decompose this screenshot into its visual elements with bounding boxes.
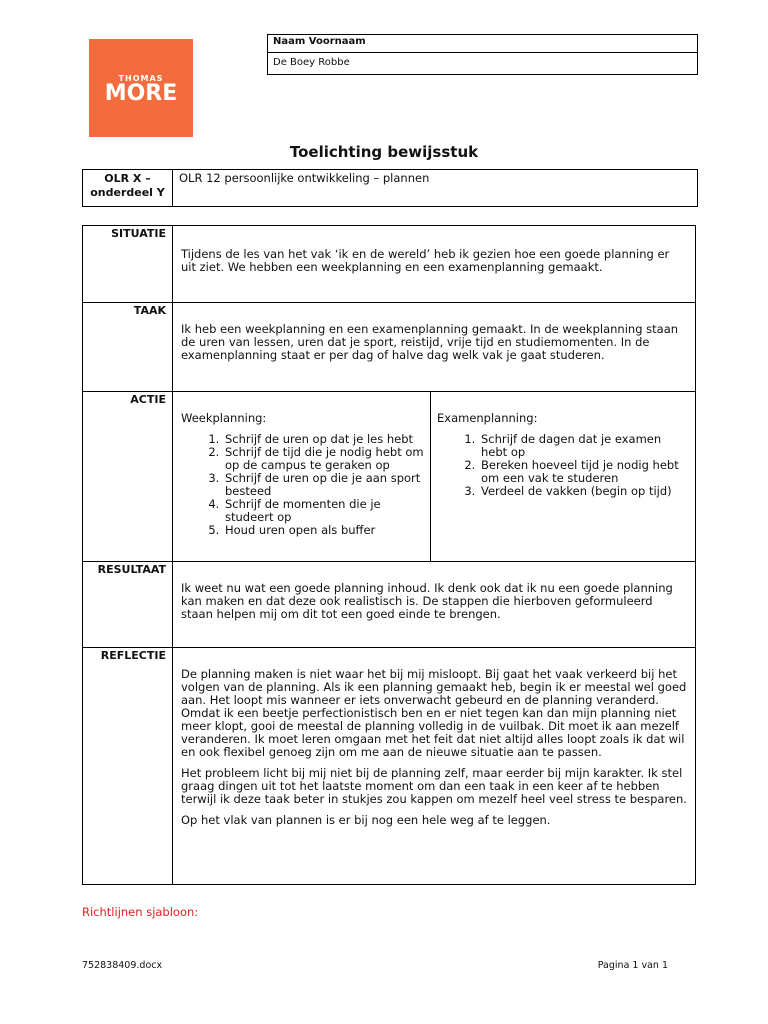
name-box xyxy=(267,34,698,75)
reflectie-paragraph-1: De planning maken is niet waar het bij mij misloopt. Bij gaat het vaak verkeerd bij het volgen van de planning. Als ik een planning gemaakt heb, begin ik er meestal wel goed aan. Het loopt mis wanneer er iets onverwacht gebeurd en de planning veranderd. Omdat ik een beetje perfectionistisch ben en er niet tegen kan dan mijn planning niet meer klopt, gooi de meestal de planning volledig in de vuilbak. Dit moet ik aan mezelf veranderen. Ik moet leren omgaan met het feit dat niet altijd alles loopt zoals ik dat wil en ook flexibel genoeg zijn om me aan de nieuwe situatie aan te passen. xyxy=(181,667,687,759)
label-situatie: SITUATIE xyxy=(83,226,173,302)
label-taak: TAAK xyxy=(83,303,173,391)
label-actie: ACTIE xyxy=(83,392,173,561)
list-item: 5. Houd uren open als buffer xyxy=(223,524,424,537)
label-resultaat: RESULTAAT xyxy=(83,562,173,647)
reflectie-paragraph-3: Op het vlak van plannen is er bij nog een hele weg af te leggen. xyxy=(181,813,551,827)
olr-description: OLR 12 persoonlijke ontwikkeling – plannen xyxy=(179,171,430,185)
richtlijnen-sjabloon: Richtlijnen sjabloon: xyxy=(82,905,199,919)
label-reflectie: REFLECTIE xyxy=(83,648,173,884)
row-resultaat xyxy=(83,562,695,648)
text-taak: Ik heb een weekplanning en een examenplanning gemaakt. In de weekplanning staan de uren van lessen, uren dat je sport, reistijd, vrije tijd en studiemomenten. In de examenplanning staat er per dag of halve dag welk vak je gaat studeren. xyxy=(181,322,679,362)
row-actie xyxy=(83,392,695,562)
logo-line1: THOMAS xyxy=(118,74,164,83)
examenplanning-list xyxy=(437,433,689,498)
olr-code-line1: OLR X – xyxy=(104,172,151,185)
thomas-more-logo xyxy=(89,39,193,137)
text-situatie: Tijdens de les van het vak ‘ik en de wereld’ heb ik gezien hoe een goede planning er uit ziet. We hebben een weekplanning en een examenplanning gemaakt. xyxy=(181,247,670,274)
examenplanning-title: Examenplanning: xyxy=(437,411,538,425)
olr-code-line2: onderdeel Y xyxy=(90,186,165,199)
text-reflectie xyxy=(181,668,687,835)
list-item: 1. Schrijf de uren op dat je les hebt xyxy=(223,433,424,446)
row-taak xyxy=(83,303,695,392)
olr-table xyxy=(82,169,698,207)
footer-page: Pagina 1 van 1 xyxy=(597,960,668,971)
list-item: 2. Schrijf de tijd die je nodig hebt om op de campus te geraken op xyxy=(223,446,424,472)
actie-weekplanning xyxy=(173,392,431,561)
row-situatie xyxy=(83,226,695,303)
weekplanning-list xyxy=(181,433,424,537)
olr-code xyxy=(83,170,173,206)
text-resultaat: Ik weet nu wat een goede planning inhoud. Ik denk ook dat ik nu een goede planning kan maken en dat deze ook realistisch is. De stappen die hierboven geformuleerd staan helpen mij om dit tot een goed einde te brengen. xyxy=(181,581,673,621)
star-table xyxy=(82,225,696,885)
list-item: 2. Bereken hoeveel tijd je nodig hebt om een vak te studeren xyxy=(479,459,689,485)
actie-columns xyxy=(173,392,695,561)
list-item: 3. Verdeel de vakken (begin op tijd) xyxy=(479,485,689,498)
logo-line2: MORE xyxy=(104,81,178,106)
reflectie-paragraph-2: Het probleem licht bij mij niet bij de planning zelf, maar eerder bij mijn karakter. Ik stel graag dingen uit tot het laatste moment om dan een taak in een keer af te hebben terwijl ik deze taak beter in stukjes zou kappen om mezelf heel veel stress te besparen. xyxy=(181,766,687,806)
page-title: Toelichting bewijsstuk xyxy=(289,143,479,161)
footer-filename: 752838409.docx xyxy=(82,960,163,971)
row-reflectie xyxy=(83,648,695,884)
list-item: 1. Schrijf de dagen dat je examen hebt op xyxy=(479,433,689,459)
name-value: De Boey Robbe xyxy=(273,57,350,68)
list-item: 4. Schrijf de momenten die je studeert op xyxy=(223,498,424,524)
actie-examenplanning xyxy=(431,392,695,561)
list-item: 3. Schrijf de uren op die je aan sport besteed xyxy=(223,472,424,498)
weekplanning-title: Weekplanning: xyxy=(181,411,267,425)
name-header: Naam Voornaam xyxy=(268,35,697,53)
